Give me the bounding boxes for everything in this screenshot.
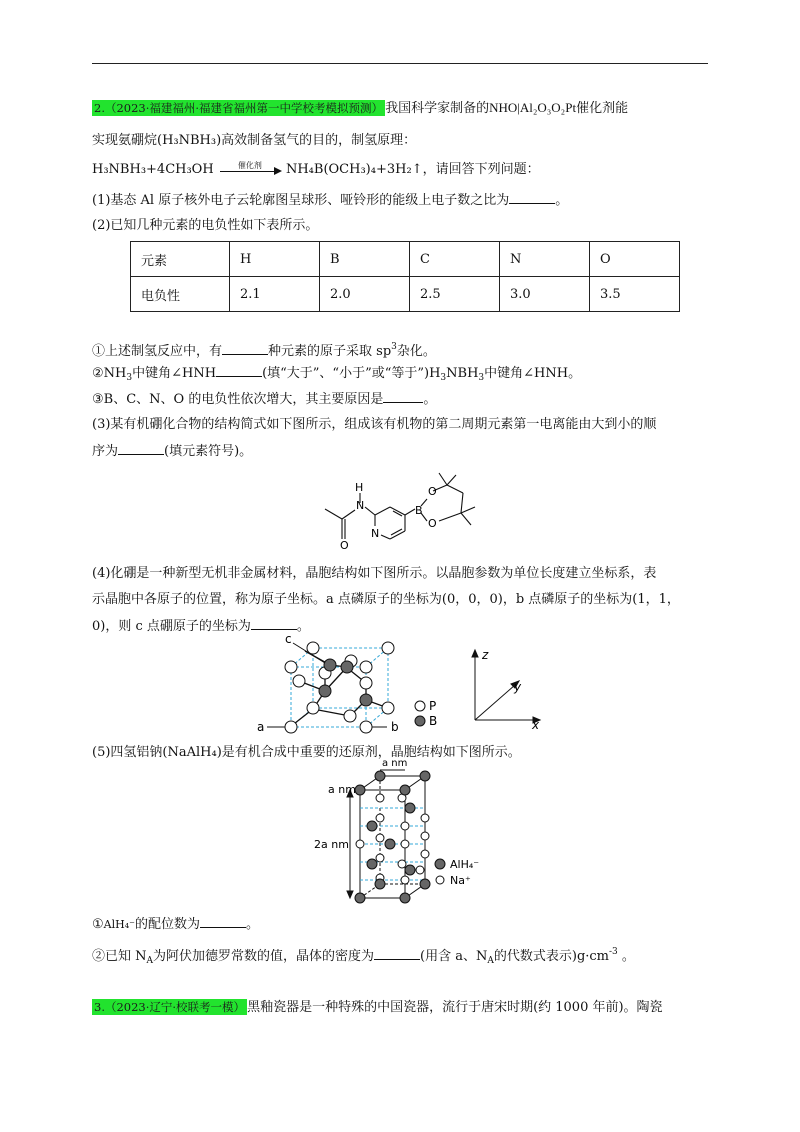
catalyst-formula: NHO|Al₂O₃O₂Pt [489, 100, 577, 115]
table-cell: 2.1 [230, 277, 320, 312]
question-part-4: (4)化硼是一种新型无机非金属材料，晶胞结构如下图所示。以晶胞参数为单位长度建立坐标系，表 [92, 566, 657, 581]
table-cell: 元素 [131, 242, 230, 277]
atom-label-n-ring: N [371, 527, 380, 540]
q2-intro-line: 2.（2023·福建福州·福建省福州第一中学校考模拟预测） 我国科学家制备的NHO|Al₂O₃O₂Pt催化剂能 [94, 100, 629, 116]
axis-label-y: y [514, 680, 522, 694]
question-part-1: (1)基态 Al 原子核外电子云轮廓图呈球形、哑铃形的能级上电子数之比为 。 [92, 193, 569, 208]
table-cell: 3.5 [590, 277, 680, 312]
sub-question-3: ③B、C、N、O 的电负性依次增大，其主要原因是 。 [92, 392, 437, 407]
table-cell: 2.0 [320, 277, 410, 312]
sub-question-5-2: ②已知 $N_A$为阿伏加德罗常数的值，晶体的密度为 (用含 a、$N_A$的代数式表示)$g\cdot cm^{-3}$ 。 [92, 947, 635, 966]
answer-blank[interactable] [118, 442, 164, 455]
legend-na: Na⁺ [450, 874, 471, 887]
table-cell: C [410, 242, 500, 277]
question-part-3-cont: 序为 (填元素符号)。 [92, 444, 253, 459]
table-row [131, 277, 680, 312]
answer-blank[interactable] [509, 191, 555, 204]
table-cell: 3.0 [500, 277, 590, 312]
q2-source-tag[interactable]: 2.（2023·福建福州·福建省福州第一中学校考模拟预测） [94, 101, 384, 115]
boron-phosphide-unit-cell [255, 633, 455, 738]
organoboron-structure [315, 463, 490, 563]
table-cell: O [590, 242, 680, 277]
point-label-b: b [391, 720, 399, 734]
question-part-4-line2: 示晶胞中各原子的位置，称为原子坐标。a 点磷原子的坐标为(0，0，0)，b 点磷原子的坐标为(1，1， [92, 592, 680, 607]
q2-intro-line-2: 实现氨硼烷(H₃NBH₃)高效制备氢气的目的，制氢原理： [92, 133, 417, 148]
question-part-3: (3)某有机硼化合物的结构简式如下图所示，组成该有机物的第二周期元素第一电离能由大到小的顺 [92, 417, 657, 432]
dimension-2a: 2a nm [314, 838, 349, 851]
atom-label-b: B [415, 504, 423, 517]
question-part-5: (5)四氢铝钠(NaAlH₄)是有机合成中重要的还原剂，晶胞结构如下图所示。 [92, 745, 521, 760]
dimension-a: a nm [328, 783, 356, 796]
atom-label-o-upper: O [428, 485, 437, 498]
sub-question-2: $②NH_3$中键角∠HNH (填“大于”、“小于”或“等于$”)H_3NBH_3$中键角∠HNH。 [92, 366, 582, 383]
reaction-equation: H₃NBH₃+4CH₃OH 催化剂 NH₄B(OCH₃)₄+3H₂↑，请回答下列问题： [92, 160, 540, 177]
answer-blank[interactable] [251, 617, 297, 630]
sub-question-5-1: ①AlH₄⁻的配位数为 。 [92, 917, 259, 932]
reaction-arrow: 催化剂 [218, 162, 282, 178]
answer-blank[interactable] [216, 364, 262, 377]
point-label-c: c [285, 632, 292, 646]
table-cell: B [320, 242, 410, 277]
point-label-a: a [257, 720, 265, 734]
atom-label-h: H [355, 481, 364, 494]
coordinate-axes [460, 645, 545, 730]
atom-label-o: O [340, 539, 349, 552]
answer-blank[interactable] [374, 947, 420, 960]
atom-label-n: N [356, 499, 365, 512]
answer-blank[interactable] [200, 915, 246, 928]
legend-p: P [429, 699, 437, 713]
table-cell: N [500, 242, 590, 277]
electronegativity-table [130, 241, 680, 312]
table-cell: H [230, 242, 320, 277]
q3-intro-line: 3.（2023·辽宁·校联考一模） 黑釉瓷器是一种特殊的中国瓷器，流行于唐宋时期(约 1000 年前)。陶瓷 [94, 1000, 663, 1015]
legend-alh4: AlH₄⁻ [450, 858, 480, 871]
question-part-2: (2)已知几种元素的电负性如下表所示。 [92, 218, 319, 233]
q3-source-tag[interactable]: 3.（2023·辽宁·校联考一模） [94, 1000, 246, 1014]
table-row [131, 242, 680, 277]
answer-blank[interactable] [383, 390, 423, 403]
table-cell: 2.5 [410, 277, 500, 312]
question-part-4-line3: 0)，则 c 点硼原子的坐标为 。 [92, 619, 310, 634]
axis-label-z: z [482, 648, 489, 662]
answer-blank[interactable] [222, 342, 268, 355]
axis-label-x: x [532, 718, 540, 732]
atom-label-o-lower: O [428, 517, 437, 530]
dimension-a-top: a nm [382, 758, 408, 769]
naalh4-unit-cell [310, 758, 500, 913]
sub-question-1: ①上述制氢反应中，有 种元素的原子采取 $sp^3$杂化。 [92, 342, 436, 359]
legend-b: B [429, 714, 438, 728]
header-rule [92, 63, 708, 64]
table-cell: 电负性 [131, 277, 230, 312]
